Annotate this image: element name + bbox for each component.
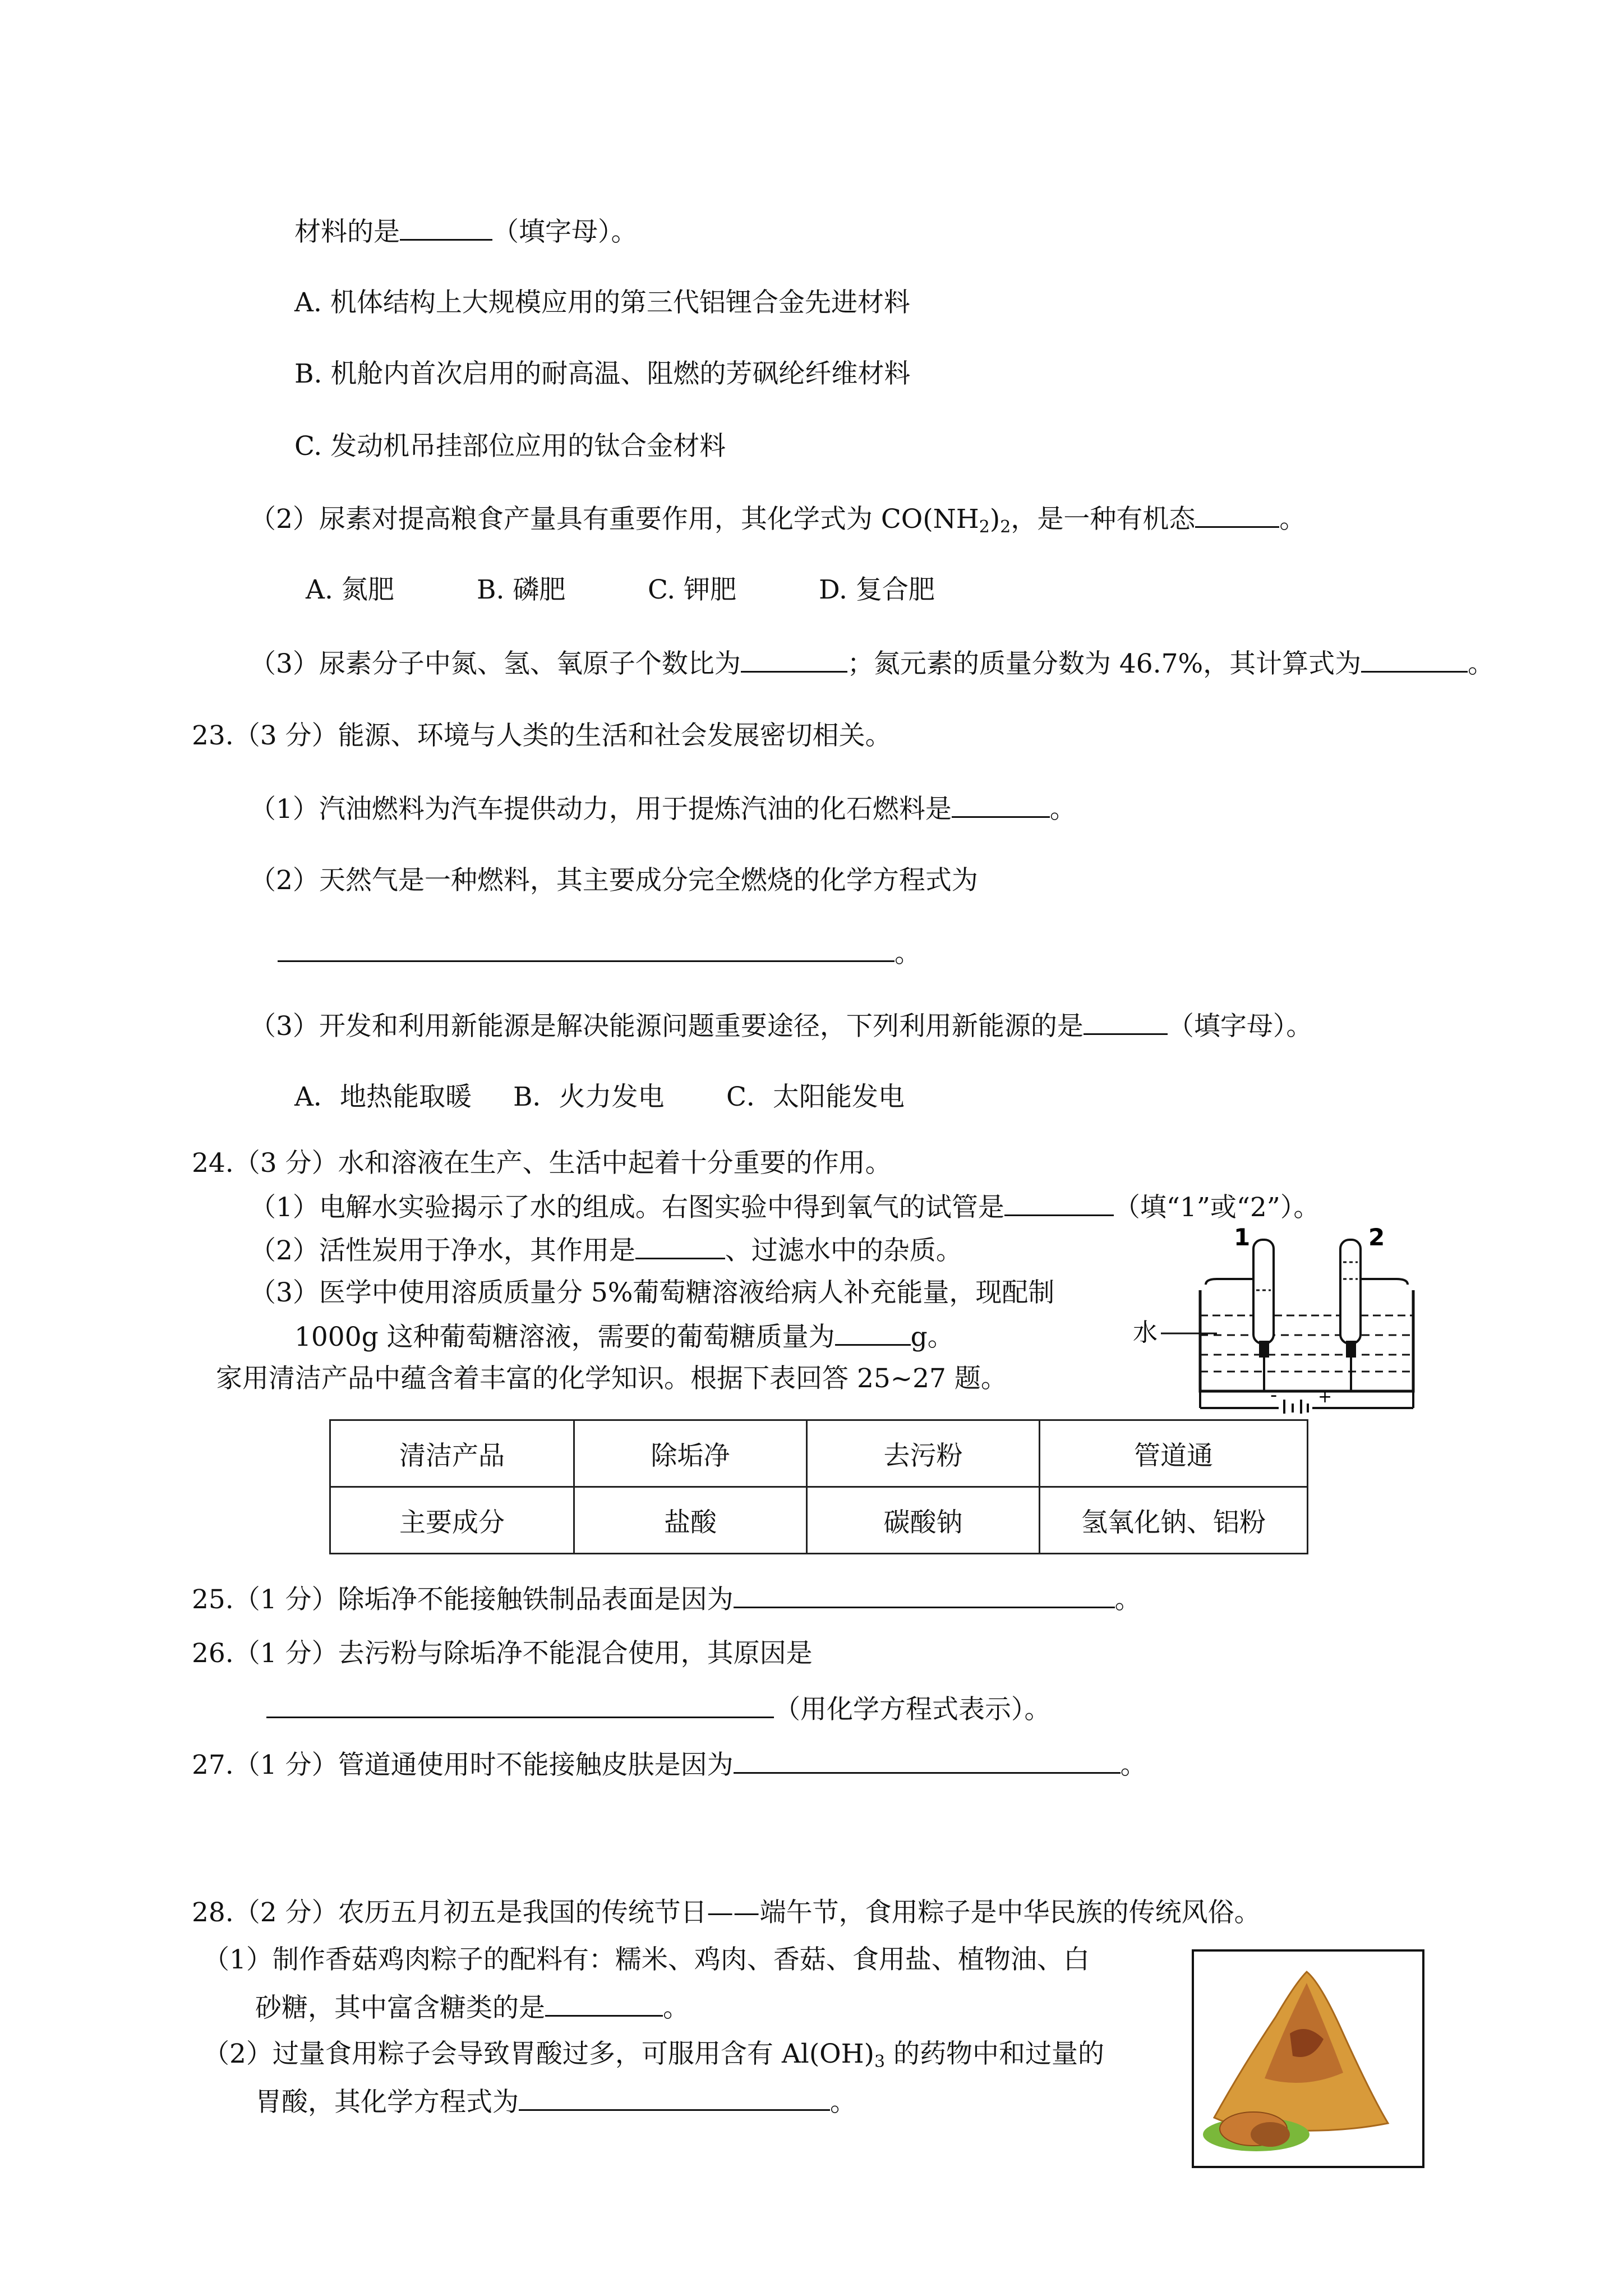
water-trough [1200,1290,1413,1391]
table-row [330,1420,1308,1487]
answer-blank[interactable] [835,1319,911,1346]
test-tube-2 [1340,1240,1361,1343]
minus-label: - [1270,1384,1278,1406]
answer-blank[interactable] [952,792,1050,818]
answer-blank[interactable] [278,936,895,962]
q26-answer: （用化学方程式表示）。 [266,1692,1051,1727]
answer-blank[interactable] [734,1582,1115,1608]
answer-blank[interactable] [734,1747,1121,1774]
q22-part3: （3）尿素分子中氮、氢、氧原子个数比为 ；氮元素的质量分数为 46.7%，其计算式为 。 [250,646,1494,681]
table-cell: 主要成分 [330,1487,574,1554]
table-cell: 管道通 [1040,1420,1308,1487]
answer-blank[interactable] [635,1233,725,1259]
q22-part2: （2）尿素对提高粮食产量具有重要作用，其化学式为 $CO(NH_2)_2$，是一种有机态 。 [250,501,1306,544]
q23-part2-answer: 。 [278,936,921,970]
q23-options: A．地热能取暖 B．火力发电 C．太阳能发电 [294,1082,905,1112]
q28-part2: （2）过量食用粽子会导致胃酸过多，可服用含有 $Al(OH)_3$ 的药物中和过量的 [203,2039,1105,2072]
answer-blank[interactable] [266,1692,774,1718]
fertilizer-options [306,573,935,607]
electrode-2 [1346,1341,1356,1358]
table-cell: 除垢净 [574,1420,807,1487]
table-cell: 去污粉 [807,1420,1040,1487]
answer-blank[interactable] [1195,501,1279,528]
water-label: 水 [1133,1318,1158,1347]
q28-part1: （1）制作香菇鸡肉粽子的配料有：糯米、鸡肉、香菇、食用盐、植物油、白 [203,1944,1090,1975]
answer-blank[interactable] [1083,1009,1168,1035]
answer-blank[interactable] [400,214,492,241]
table-cell: 氢氧化钠、铝粉 [1040,1487,1308,1554]
table-row [330,1487,1308,1554]
answer-blank[interactable] [1004,1190,1114,1216]
option-phosphate: B. 磷肥 [477,574,566,605]
q24-part1: （1）电解水实验揭示了水的组成。右图实验中得到氧气的试管是 （填“1”或“2”）。 [250,1190,1320,1225]
option-a: A. 机体结构上大规模应用的第三代铝锂合金先进材料 [294,287,910,318]
q23-part1: （1）汽油燃料为汽车提供动力，用于提炼汽油的化石燃料是 。 [250,792,1076,826]
tube-2-label: 2 [1368,1223,1385,1251]
table-cell: 清洁产品 [330,1420,574,1487]
tube-1-label: 1 [1234,1223,1251,1251]
option-c: C. 发动机吊挂部位应用的钛合金材料 [294,431,726,462]
cleaning-products-table [329,1419,1308,1554]
q27: 27.（1 分）管道通使用时不能接触皮肤是因为 。 [192,1747,1147,1782]
answer-blank[interactable] [1361,646,1468,673]
test-tube-1 [1253,1240,1274,1343]
answer-blank[interactable] [545,1990,663,2017]
plus-label: + [1318,1387,1332,1407]
answer-blank[interactable] [519,2085,830,2111]
option-b: B. 机舱内首次启用的耐高温、阻燃的芳砜纶纤维材料 [294,358,911,389]
table-intro: 家用清洁产品中蕴含着丰富的化学知识。根据下表回答 25~27 题。 [216,1363,1007,1394]
q24-part2: （2）活性炭用于净水，其作用是 、过滤水中的杂质。 [250,1233,962,1268]
electrolysis-diagram [1133,1223,1424,1414]
option-compound: D. 复合肥 [819,574,935,605]
q24-title: 24.（3 分）水和溶液在生产、生活中起着十分重要的作用。 [192,1148,892,1179]
q24-part3: （3）医学中使用溶质质量分 5%葡萄糖溶液给病人补充能量，现配制 [250,1277,1055,1308]
option-nitrogen: A. 氮肥 [306,574,394,605]
electrode-1 [1259,1341,1269,1358]
q28-part2-cont: 胃酸，其化学方程式为 。 [255,2085,856,2119]
q25: 25.（1 分）除垢净不能接触铁制品表面是因为 。 [192,1582,1141,1617]
option-potash: C. 钾肥 [648,574,737,605]
q23-part2: （2）天然气是一种燃料，其主要成分完全燃烧的化学方程式为 [250,865,978,896]
answer-blank[interactable] [741,646,847,673]
table-cell: 盐酸 [574,1487,807,1554]
q23-part3: （3）开发和利用新能源是解决能源问题重要途径，下列利用新能源的是 （填字母）。 [250,1009,1312,1043]
q22-stem-line: 材料的是 （填字母）。 [294,214,638,249]
table-cell: 碳酸钠 [807,1487,1040,1554]
q26: 26.（1 分）去污粉与除垢净不能混合使用，其原因是 [192,1638,813,1669]
q28-title: 28.（2 分）农历五月初五是我国的传统节日——端午节，食用粽子是中华民族的传统风俗。 [192,1897,1261,1928]
q28-part1-cont: 砂糖，其中富含糖类的是 。 [255,1990,689,2025]
q23-title: 23.（3 分）能源、环境与人类的生活和社会发展密切相关。 [192,720,892,751]
q24-part3-cont: 1000g 这种葡萄糖溶液，需要的葡萄糖质量为 g。 [294,1319,954,1354]
zongzi-photo [1192,1949,1424,2168]
